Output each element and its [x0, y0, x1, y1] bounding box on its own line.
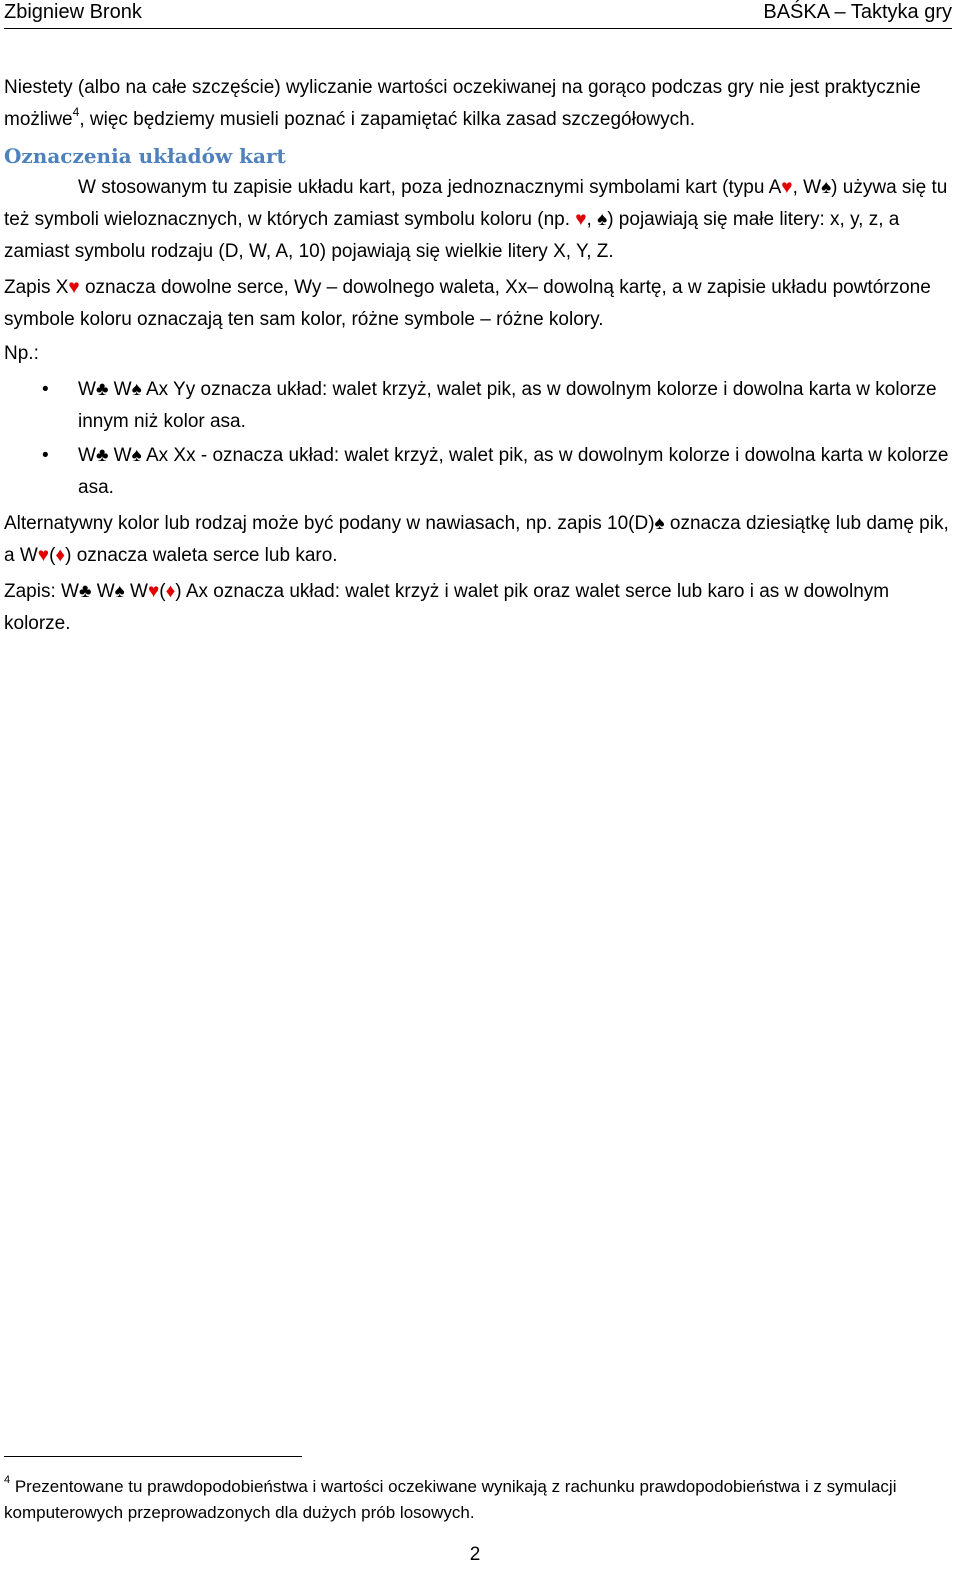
diamond-icon: ♦	[165, 581, 176, 602]
diamond-icon: ♦	[55, 545, 66, 566]
page-header	[4, 0, 952, 29]
wildcard-paragraph	[4, 272, 954, 336]
example-label: Np.:	[4, 343, 39, 364]
text-run: oznacza dziesiątkę lub damę pik, a W	[4, 513, 949, 566]
bullet-icon: •	[42, 379, 49, 400]
text-run: ,	[586, 209, 598, 230]
text-run: W	[124, 581, 148, 602]
footnote	[4, 1474, 944, 1526]
intro-paragraph	[4, 72, 954, 136]
club-icon: ♣	[95, 379, 109, 400]
heart-icon: ♥	[781, 177, 793, 198]
text-run: W	[78, 445, 96, 466]
footnote-text: Prezentowane tu prawdopodobieństwa i wartości oczekiwane wynikają z rachunku prawdopodobieństwa i z symulacji komputerowych przeprowadzonych dla dużych prób losowych.	[4, 1477, 897, 1522]
spade-icon: ♠	[131, 379, 142, 400]
header-author: Zbigniew Bronk	[4, 1, 142, 23]
page-number: 2	[469, 1544, 481, 1565]
text-run: ) pojawiają się małe litery: x, y, z, a zamiast symbolu rodzaju (D, W, A, 10) pojawiają się wielkie litery X, Y, Z.	[4, 209, 900, 262]
text-run: Ax Xx - oznacza układ: walet krzyż, walet pik, as w dowolnym kolorze i dowolna karta w kolorze asa.	[78, 445, 949, 498]
footnote-reference[interactable]: 4	[72, 104, 80, 119]
text-run: Ax Yy oznacza układ: walet krzyż, walet pik, as w dowolnym kolorze i dowolna karta w kolorze innym niż kolor asa.	[78, 379, 937, 432]
intro-text: Niestety (albo na całe szczęście) wyliczanie wartości oczekiwanej na gorąco podczas gry nie jest praktycznie możliwe	[4, 77, 921, 130]
text-run: (	[49, 545, 56, 566]
heart-icon: ♥	[575, 209, 587, 230]
alternative-paragraph	[4, 508, 954, 572]
text-run: , W	[792, 177, 822, 198]
text-run: W	[108, 445, 132, 466]
club-icon: ♣	[95, 445, 109, 466]
text-run: W stosowanym tu zapisie układu kart, poza jednoznacznymi symbolami kart (typu A	[78, 177, 782, 198]
heart-icon: ♥	[37, 545, 50, 566]
list-item	[4, 374, 954, 438]
text-run: W	[91, 581, 115, 602]
notation-paragraph	[4, 172, 954, 268]
spade-icon: ♠	[131, 445, 142, 466]
record-paragraph	[4, 576, 954, 640]
text-run: oznacza dowolne serce, Wy – dowolnego waleta, Xx– dowolną kartę, a w zapisie układu powtórzone symbole koloru oznaczają ten sam kolor, różne symbole – różne kolory.	[4, 277, 931, 330]
section-heading: Oznaczenia układów kart	[4, 144, 286, 168]
spade-icon: ♠	[597, 209, 608, 230]
footnote-separator	[4, 1456, 302, 1457]
heart-icon: ♥	[68, 277, 80, 298]
example-list	[4, 374, 954, 504]
header-title: BAŚKA – Taktyka gry	[763, 1, 952, 23]
text-run: Zapis X	[4, 277, 69, 298]
text-run: ) Ax oznacza układ: walet krzyż i walet pik oraz walet serce lub karo i as w dowolnym kolorze.	[4, 581, 890, 634]
spade-icon: ♠	[114, 581, 125, 602]
text-run: Alternatywny kolor lub rodzaj może być podany w nawiasach, np. zapis 10(D)	[4, 513, 655, 534]
list-item	[4, 440, 954, 504]
text-run: (	[159, 581, 166, 602]
bullet-icon: •	[42, 445, 49, 466]
text-run: W	[78, 379, 96, 400]
intro-text-cont: , więc będziemy musieli poznać i zapamiętać kilka zasad szczegółowych.	[79, 109, 695, 130]
page-content	[4, 72, 954, 640]
text-run: Zapis: W	[4, 581, 79, 602]
spade-icon: ♠	[654, 513, 665, 534]
footnote-number: 4	[4, 1474, 11, 1487]
heart-icon: ♥	[147, 581, 160, 602]
text-run: W	[108, 379, 132, 400]
text-run: ) oznacza waleta serce lub karo.	[65, 545, 338, 566]
club-icon: ♣	[78, 581, 92, 602]
text-run: ) używa się tu też symboli wieloznacznych, w których zamiast symbolu koloru (np.	[4, 177, 948, 230]
spade-icon: ♠	[821, 177, 832, 198]
